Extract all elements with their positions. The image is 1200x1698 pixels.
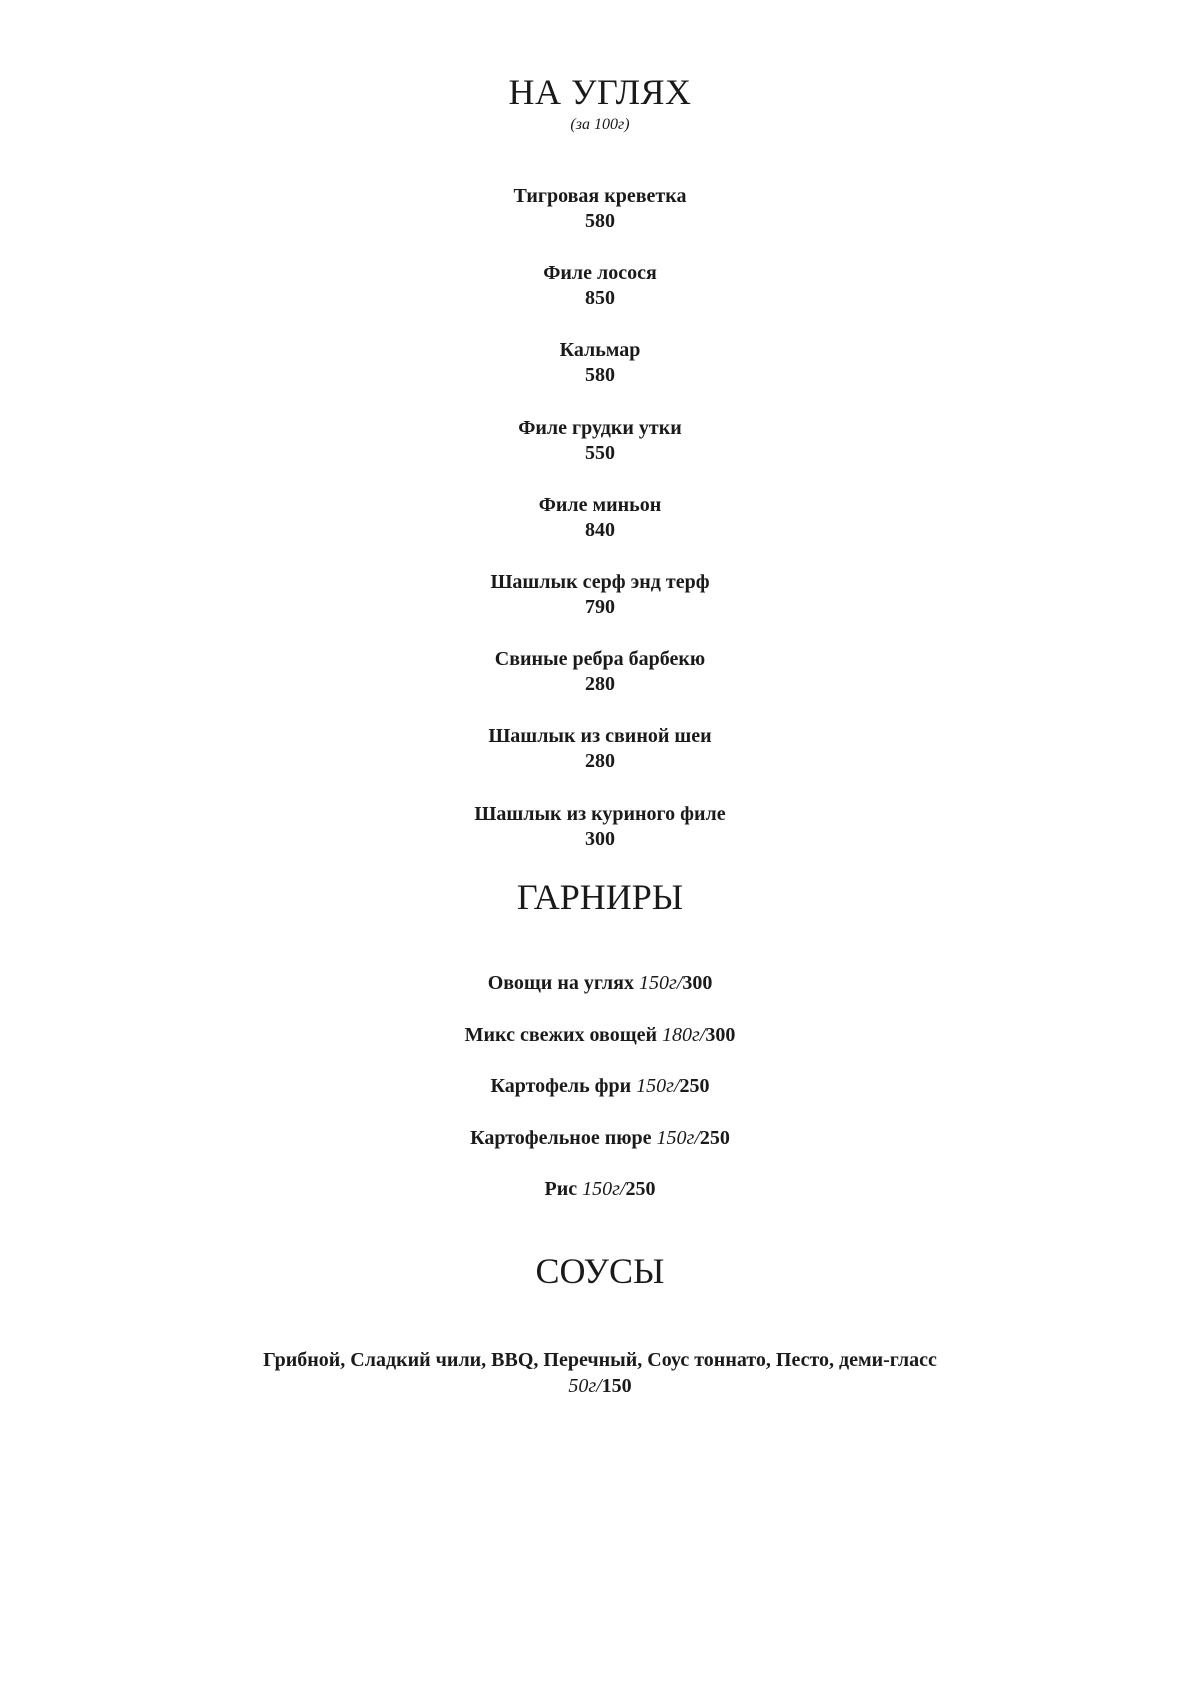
side-item — [0, 1176, 1200, 1228]
side-item — [0, 1022, 1200, 1074]
side-item — [0, 1073, 1200, 1125]
side-item — [0, 970, 1200, 1022]
grill-item-name: Шашлык из свиной шеи — [488, 725, 712, 748]
sides-section-title: ГАРНИРЫ — [516, 877, 684, 917]
grill-item — [0, 493, 1200, 570]
grill-item-price: 840 — [585, 518, 615, 541]
sauces-price: 150 — [601, 1375, 632, 1397]
side-item-price: 250 — [625, 1178, 656, 1200]
grill-list — [0, 184, 1200, 879]
side-item-weight: 150г/ — [656, 1126, 700, 1149]
grill-item — [0, 184, 1200, 261]
grill-item — [0, 724, 1200, 801]
side-item — [0, 1125, 1200, 1177]
sauces-list: Грибной, Сладкий чили, BBQ, Перечный, Соус тоннато, Песто, деми-гласс — [263, 1349, 937, 1371]
grill-item-name: Шашлык из куриного филе — [474, 802, 726, 825]
sauces-price-line — [0, 1373, 1200, 1399]
grill-item — [0, 416, 1200, 493]
grill-section-title: НА УГЛЯХ — [508, 72, 692, 112]
grill-item-price: 580 — [585, 210, 615, 232]
side-item-name: Картофельное пюре — [470, 1126, 652, 1149]
side-item-price: 250 — [699, 1126, 730, 1149]
side-item-name: Овощи на углях — [487, 972, 634, 994]
sauces-section-title: СОУСЫ — [535, 1251, 665, 1291]
side-item-price: 250 — [679, 1075, 710, 1097]
grill-item-name: Тигровая креветка — [513, 185, 687, 207]
side-item-name: Рис — [544, 1178, 578, 1200]
side-item-price: 300 — [705, 1023, 736, 1046]
sides-list — [0, 970, 1200, 1228]
grill-section-subtitle: (за 100г) — [570, 116, 630, 133]
grill-item-price: 550 — [585, 441, 615, 464]
grill-item — [0, 261, 1200, 338]
grill-item-name: Филе лосося — [543, 262, 657, 285]
grill-item-price: 280 — [585, 673, 615, 696]
grill-item-price: 850 — [585, 287, 615, 310]
sauces-weight: 50г/ — [568, 1375, 602, 1397]
grill-item-price: 280 — [585, 750, 615, 773]
grill-item-name: Свиные ребра барбекю — [494, 648, 706, 671]
side-item-weight: 150г/ — [582, 1178, 626, 1200]
side-item-weight: 150г/ — [636, 1075, 680, 1097]
grill-item — [0, 647, 1200, 724]
grill-item-price: 790 — [585, 595, 615, 618]
grill-item — [0, 570, 1200, 647]
grill-item-name: Кальмар — [559, 339, 641, 362]
side-item-name: Микс свежих овощей — [464, 1023, 657, 1046]
side-item-weight: 180г/ — [661, 1023, 706, 1046]
side-item-price: 300 — [682, 972, 713, 994]
side-item-name: Картофель фри — [490, 1075, 632, 1097]
grill-item — [0, 802, 1200, 879]
grill-item — [0, 338, 1200, 415]
grill-item-price: 580 — [585, 364, 615, 387]
grill-item-price: 300 — [585, 827, 615, 850]
grill-item-name: Филе грудки утки — [518, 416, 682, 439]
side-item-weight: 150г/ — [638, 972, 683, 994]
grill-item-name: Филе миньон — [538, 493, 662, 516]
grill-item-name: Шашлык серф энд терф — [490, 570, 710, 593]
